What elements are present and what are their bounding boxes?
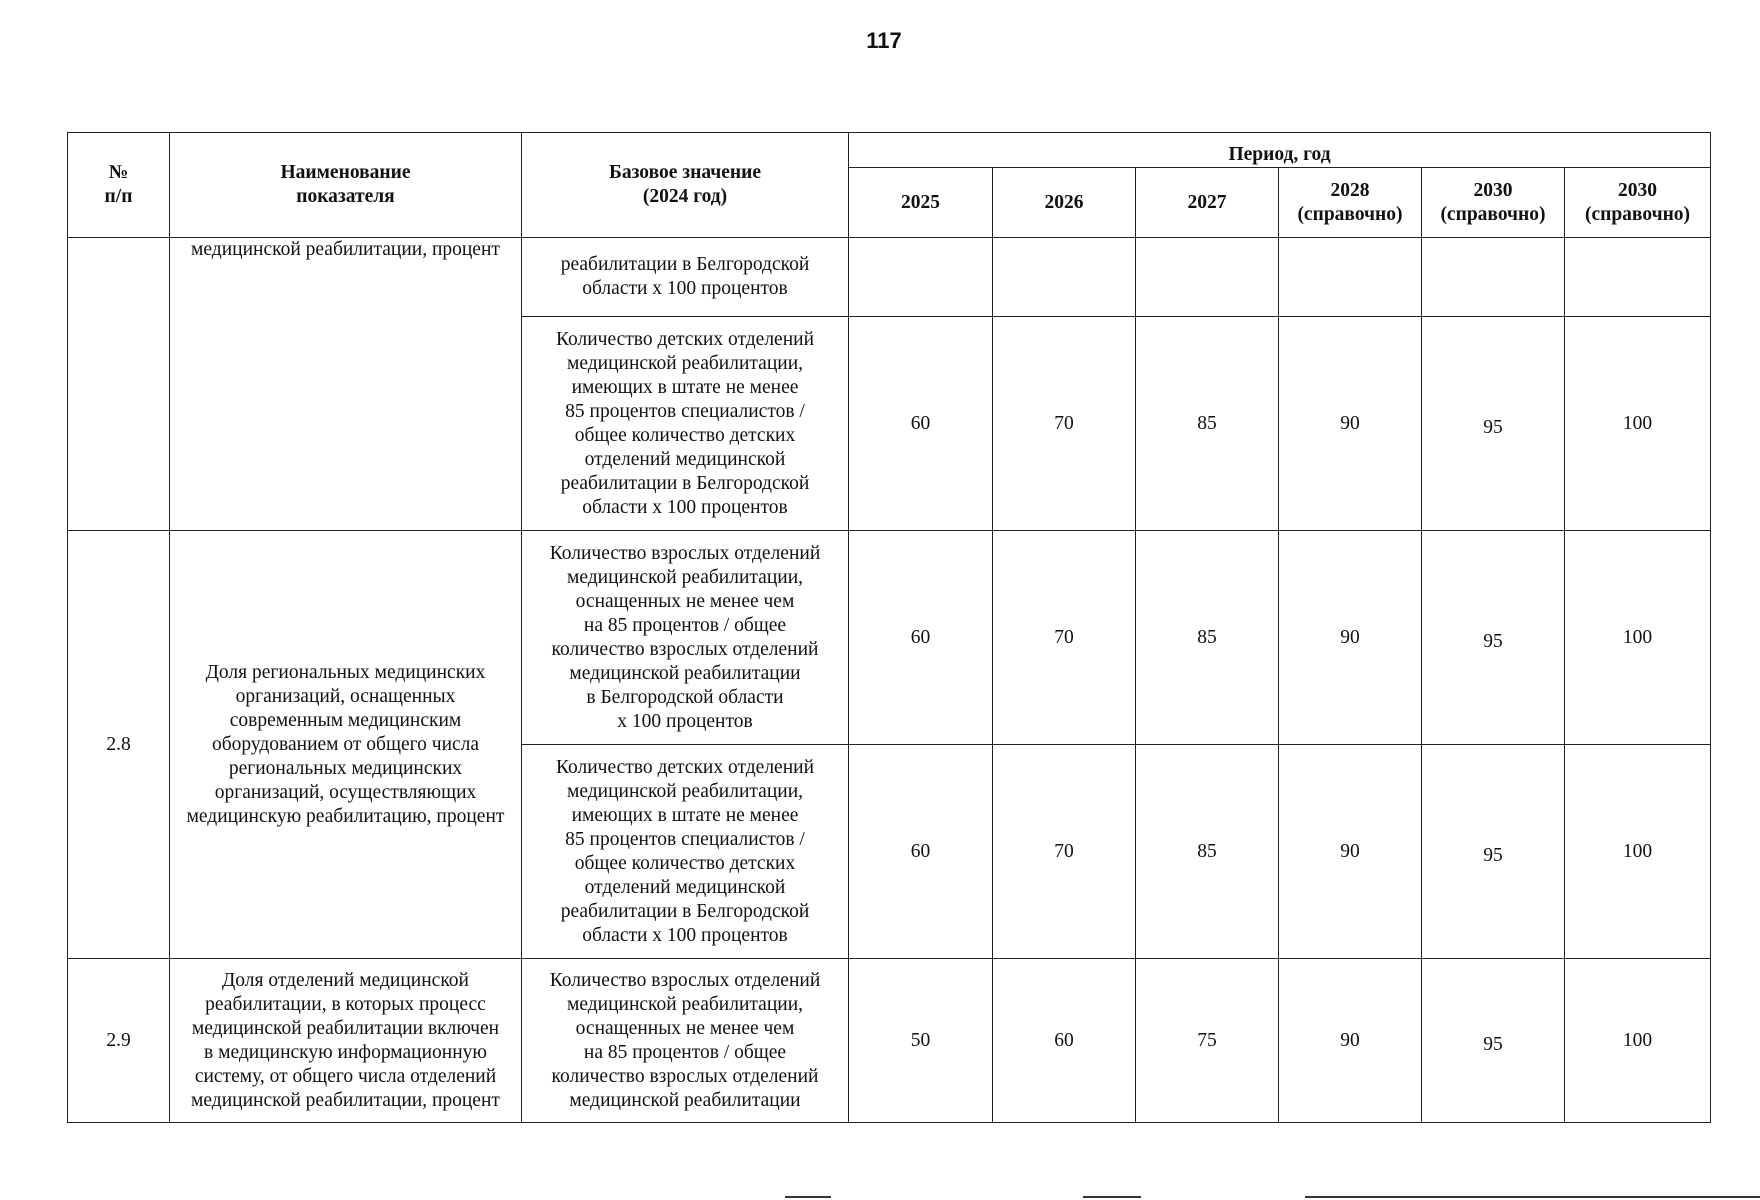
scan-artifact <box>1305 1196 1760 1198</box>
indicator-name: Доля отделений медицинской реабилитации, в которых процесс медицинской реабилитации включен в медицинскую информационную систему, от общего числа отделений медицинской реабилитации, процент <box>170 959 522 1123</box>
header-year-2027: 2027 <box>1136 168 1279 238</box>
value-2025: 60 <box>849 531 993 745</box>
header-year-2026: 2026 <box>993 168 1136 238</box>
value-2025: 50 <box>849 959 993 1123</box>
value-2030-b: 100 <box>1565 531 1711 745</box>
header-year-2025: 2025 <box>849 168 993 238</box>
value-2025: 60 <box>849 745 993 959</box>
base-value-formula: Количество взрослых отделений медицинской реабилитации, оснащенных не менее чем на 85 процентов / общее количество взрослых отделений медицинской реабилитации <box>522 959 849 1123</box>
value-2030-b <box>1565 238 1711 317</box>
base-value-formula: Количество детских отделений медицинской реабилитации, имеющих в штате не менее 85 процентов специалистов / общее количество детских отделений медицинской реабилитации в Белгородской области х 100 процентов <box>522 745 849 959</box>
value-2027: 85 <box>1136 745 1279 959</box>
value-2030-a: 95 <box>1422 317 1565 531</box>
base-value-formula: Количество взрослых отделений медицинской реабилитации, оснащенных не менее чем на 85 процентов / общее количество взрослых отделений медицинской реабилитации в Белгородской области х 100 процентов <box>522 531 849 745</box>
value-2027: 75 <box>1136 959 1279 1123</box>
value-2026: 60 <box>993 959 1136 1123</box>
header-number: № п/п <box>68 133 170 238</box>
value-2026: 70 <box>993 531 1136 745</box>
row-number: 2.9 <box>68 959 170 1123</box>
indicator-name: медицинской реабилитации, процент <box>170 238 522 531</box>
value-2028: 90 <box>1279 317 1422 531</box>
table-row <box>68 531 1711 745</box>
value-2030-a: 95 <box>1422 745 1565 959</box>
indicator-name: Доля региональных медицинских организаций, оснащенных современным медицинским оборудованием от общего числа региональных медицинских организаций, осуществляющих медицинскую реабилитацию, процент <box>170 531 522 959</box>
header-row-top <box>68 133 1711 168</box>
value-2027: 85 <box>1136 531 1279 745</box>
indicator-table <box>67 132 1711 1123</box>
value-2028: 90 <box>1279 531 1422 745</box>
value-2027: 85 <box>1136 317 1279 531</box>
header-name: Наименование показателя <box>170 133 522 238</box>
value-2028 <box>1279 238 1422 317</box>
value-2030-b: 100 <box>1565 745 1711 959</box>
value-2025: 60 <box>849 317 993 531</box>
table-row <box>68 238 1711 317</box>
header-period: Период, год <box>849 133 1711 168</box>
row-number: 2.8 <box>68 531 170 959</box>
scan-artifact <box>1083 1196 1141 1198</box>
value-2028: 90 <box>1279 745 1422 959</box>
value-2030-b: 100 <box>1565 317 1711 531</box>
value-2025 <box>849 238 993 317</box>
value-2027 <box>1136 238 1279 317</box>
value-2026: 70 <box>993 317 1136 531</box>
value-2026 <box>993 238 1136 317</box>
page-number: 117 <box>866 28 902 53</box>
value-2030-a: 95 <box>1422 959 1565 1123</box>
header-base-value: Базовое значение (2024 год) <box>522 133 849 238</box>
base-value-formula: реабилитации в Белгородской области х 100 процентов <box>522 238 849 317</box>
table-row <box>68 959 1711 1123</box>
value-2026: 70 <box>993 745 1136 959</box>
row-number-empty <box>68 238 170 531</box>
header-year-2030-a: 2030 (справочно) <box>1422 168 1565 238</box>
header-year-2028: 2028 (справочно) <box>1279 168 1422 238</box>
scan-artifact <box>785 1196 831 1198</box>
value-2028: 90 <box>1279 959 1422 1123</box>
base-value-formula: Количество детских отделений медицинской реабилитации, имеющих в штате не менее 85 процентов специалистов / общее количество детских отделений медицинской реабилитации в Белгородской области х 100 процентов <box>522 317 849 531</box>
value-2030-a <box>1422 238 1565 317</box>
value-2030-b: 100 <box>1565 959 1711 1123</box>
header-year-2030-b: 2030 (справочно) <box>1565 168 1711 238</box>
value-2030-a: 95 <box>1422 531 1565 745</box>
